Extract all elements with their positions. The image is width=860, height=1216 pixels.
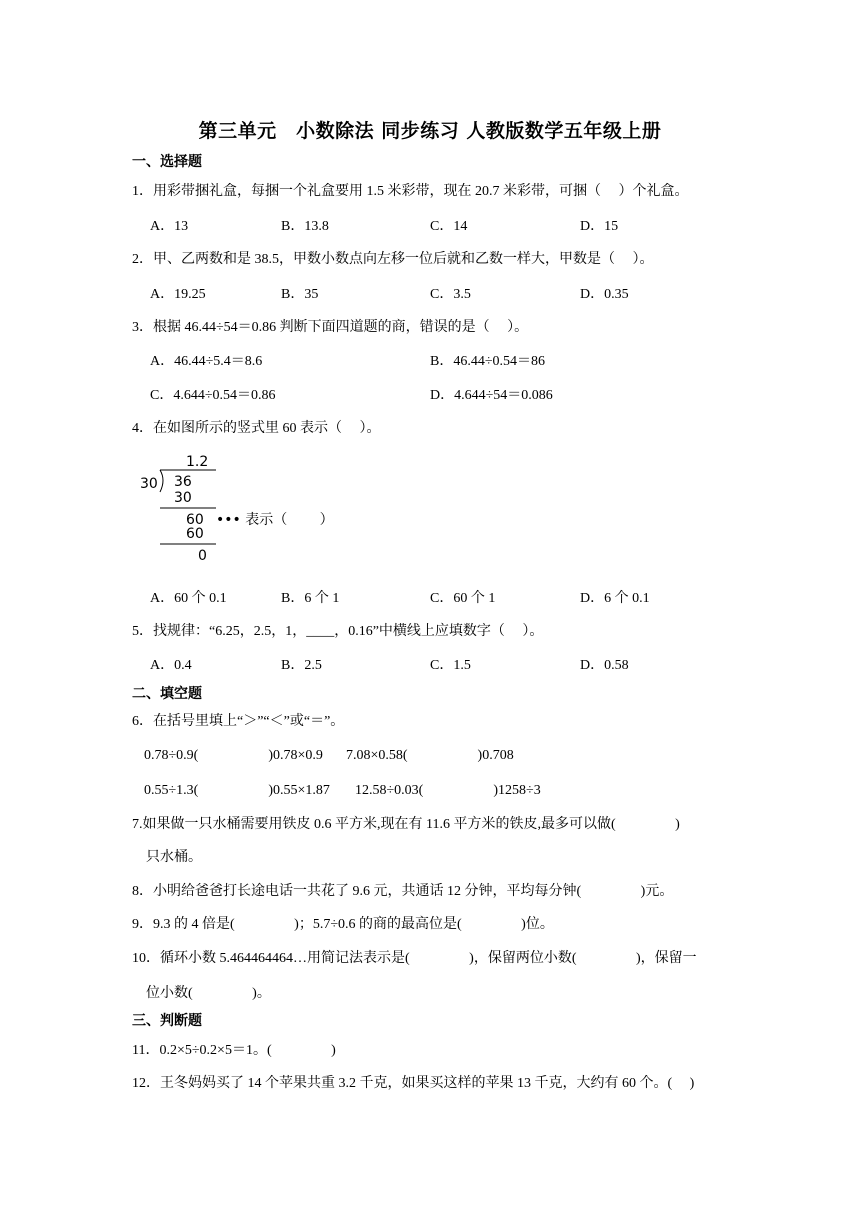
q3-option-c: C．4.644÷0.54＝0.86 — [150, 388, 276, 403]
section-heading-choice: 一、选择题 — [132, 154, 202, 170]
q3-option-d: D．4.644÷54＝0.086 — [430, 388, 553, 403]
q6-row1-left: 0.78÷0.9( )0.78×0.9 — [144, 748, 323, 763]
question-3: 3．根据 46.44÷54＝0.86 判断下面四道题的商，错误的是（ ）。 — [132, 320, 529, 335]
q6-row1-right: 7.08×0.58( )0.708 — [346, 748, 514, 763]
q2-option-c: C．3.5 — [430, 287, 471, 302]
division-step1: 30 — [174, 490, 192, 506]
question-7: 7.如果做一只水桶需要用铁皮 0.6 平方米,现在有 11.6 平方米的铁皮,最多可以做( ) — [132, 817, 680, 832]
question-1: 1．用彩带捆礼盒，每捆一个礼盒要用 1.5 米彩带，现在 20.7 米彩带，可捆（ ）个礼盒。 — [132, 184, 689, 199]
question-7-cont: 只水桶。 — [146, 850, 202, 865]
question-8: 8．小明给爸爸打长途电话一共花了 9.6 元，共通话 12 分钟，平均每分钟( )元。 — [132, 884, 674, 899]
question-2: 2．甲、乙两数和是 38.5，甲数小数点向左移一位后就和乙数一样大，甲数是（ ）。 — [132, 252, 654, 267]
question-11: 11．0.2×5÷0.2×5＝1。( ) — [132, 1043, 336, 1058]
q2-option-d: D．0.35 — [580, 287, 629, 302]
section-heading-judge: 三、判断题 — [132, 1013, 202, 1029]
section-heading-fill: 二、填空题 — [132, 686, 202, 702]
q4-option-c: C．60 个 1 — [430, 591, 496, 606]
division-remainder: 0 — [198, 548, 207, 564]
q6-row2-right: 12.58÷0.03( )1258÷3 — [355, 783, 541, 798]
q1-option-d: D．15 — [580, 219, 619, 234]
q1-option-a: A．13 — [150, 219, 189, 234]
question-12: 12．王冬妈妈买了 14 个苹果共重 3.2 千克，如果买这样的苹果 13 千克，大约有 60 个。( ) — [132, 1076, 695, 1091]
q4-option-d: D．6 个 0.1 — [580, 591, 650, 606]
division-step2a: 60 — [186, 512, 204, 528]
q5-option-a: A．0.4 — [150, 658, 192, 673]
division-note: ••• 表示（ ） — [216, 512, 334, 528]
long-division-figure — [136, 450, 356, 568]
q3-option-a: A．46.44÷5.4＝8.6 — [150, 354, 263, 369]
division-divisor: 30 — [140, 476, 158, 492]
question-6: 6．在括号里填上“＞”“＜”或“＝”。 — [132, 714, 345, 729]
q6-row2-left: 0.55÷1.3( )0.55×1.87 — [144, 783, 330, 798]
division-step2b: 60 — [186, 526, 204, 542]
q5-option-c: C．1.5 — [430, 658, 471, 673]
division-dividend: 36 — [174, 474, 192, 490]
question-5: 5．找规律：“6.25，2.5，1，____，0.16”中横线上应填数字（ ）。 — [132, 624, 544, 639]
q1-option-b: B．13.8 — [281, 219, 329, 234]
page-title: 第三单元 小数除法 同步练习 人教版数学五年级上册 — [198, 120, 662, 142]
q5-option-d: D．0.58 — [580, 658, 629, 673]
q4-option-b: B．6 个 1 — [281, 591, 340, 606]
q1-option-c: C．14 — [430, 219, 468, 234]
q4-option-a: A．60 个 0.1 — [150, 591, 227, 606]
division-bracket — [160, 470, 163, 492]
question-4: 4．在如图所示的竖式里 60 表示（ ）。 — [132, 421, 381, 436]
question-10: 10．循环小数 5.464464464…用简记法表示是( )，保留两位小数( )，保留一 — [132, 951, 697, 966]
question-9: 9．9.3 的 4 倍是( )；5.7÷0.6 的商的最高位是( )位。 — [132, 917, 554, 932]
q2-option-a: A．19.25 — [150, 287, 206, 302]
division-quotient: 1.2 — [186, 454, 209, 470]
q5-option-b: B．2.5 — [281, 658, 322, 673]
q2-option-b: B．35 — [281, 287, 319, 302]
q3-option-b: B．46.44÷0.54＝86 — [430, 354, 546, 369]
question-10-cont: 位小数( )。 — [146, 986, 271, 1001]
